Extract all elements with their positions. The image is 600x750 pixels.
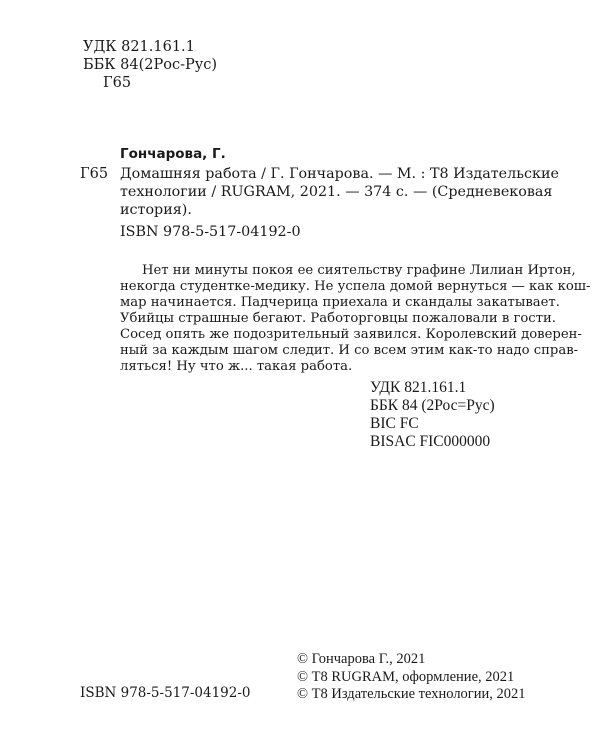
copyright-block bbox=[297, 651, 526, 704]
bic-code: BIC FC bbox=[370, 415, 419, 432]
annotation-line: Сосед опять же подозрительный заявился. Королевский доверен- bbox=[120, 327, 582, 342]
udk-code: УДК 821.161.1 bbox=[370, 379, 467, 396]
annotation-line: некогда студентке-медику. Не успела домой вернуться — как кош- bbox=[120, 279, 591, 294]
annotation-line: Нет ни минуты покоя ее сиятельству графине Лилиан Иртон, bbox=[142, 263, 576, 278]
bib-line: история). bbox=[120, 202, 192, 218]
isbn: ISBN 978-5-517-04192-0 bbox=[120, 224, 301, 240]
bbk-code: ББК 84(2Рос-Рус) bbox=[83, 57, 218, 73]
author-mark: Г65 bbox=[103, 75, 132, 91]
copyright-line: © Т8 RUGRAM, оформление, 2021 bbox=[297, 668, 515, 685]
author-name: Гончарова, Г. bbox=[120, 146, 226, 162]
udk-code: УДК 821.161.1 bbox=[83, 39, 195, 55]
annotation-line: Убийцы страшные бегают. Работорговцы пожаловали в гости. bbox=[120, 311, 556, 326]
copyright-line: © Т8 Издательские технологии, 2021 bbox=[297, 686, 526, 702]
bib-line: Домашняя работа / Г. Гончарова. — М. : Т8 Издательские bbox=[120, 166, 559, 182]
bibliographic-description bbox=[120, 165, 559, 219]
classification-block bbox=[370, 379, 495, 451]
annotation-line: мар начинается. Падчерица приехала и скандалы закатывает. bbox=[120, 295, 560, 310]
copyright-line: © Гончарова Г., 2021 bbox=[297, 651, 426, 667]
bib-line: технологии / RUGRAM, 2021. — 374 с. — (Средневековая bbox=[120, 184, 553, 200]
annotation bbox=[120, 263, 591, 375]
bbk-code: ББК 84 (2Рос=Рус) bbox=[370, 397, 495, 414]
annotation-line: ляться! Ну что ж... такая работа. bbox=[120, 359, 353, 374]
annotation-line: ный за каждым шагом следит. И со всем этим как-то надо справ- bbox=[120, 343, 579, 358]
top-classification-codes bbox=[83, 38, 217, 92]
bisac-code: BISAC FIC000000 bbox=[370, 433, 491, 450]
side-author-mark: Г65 bbox=[80, 166, 109, 182]
isbn-bottom: ISBN 978-5-517-04192-0 bbox=[80, 685, 251, 701]
